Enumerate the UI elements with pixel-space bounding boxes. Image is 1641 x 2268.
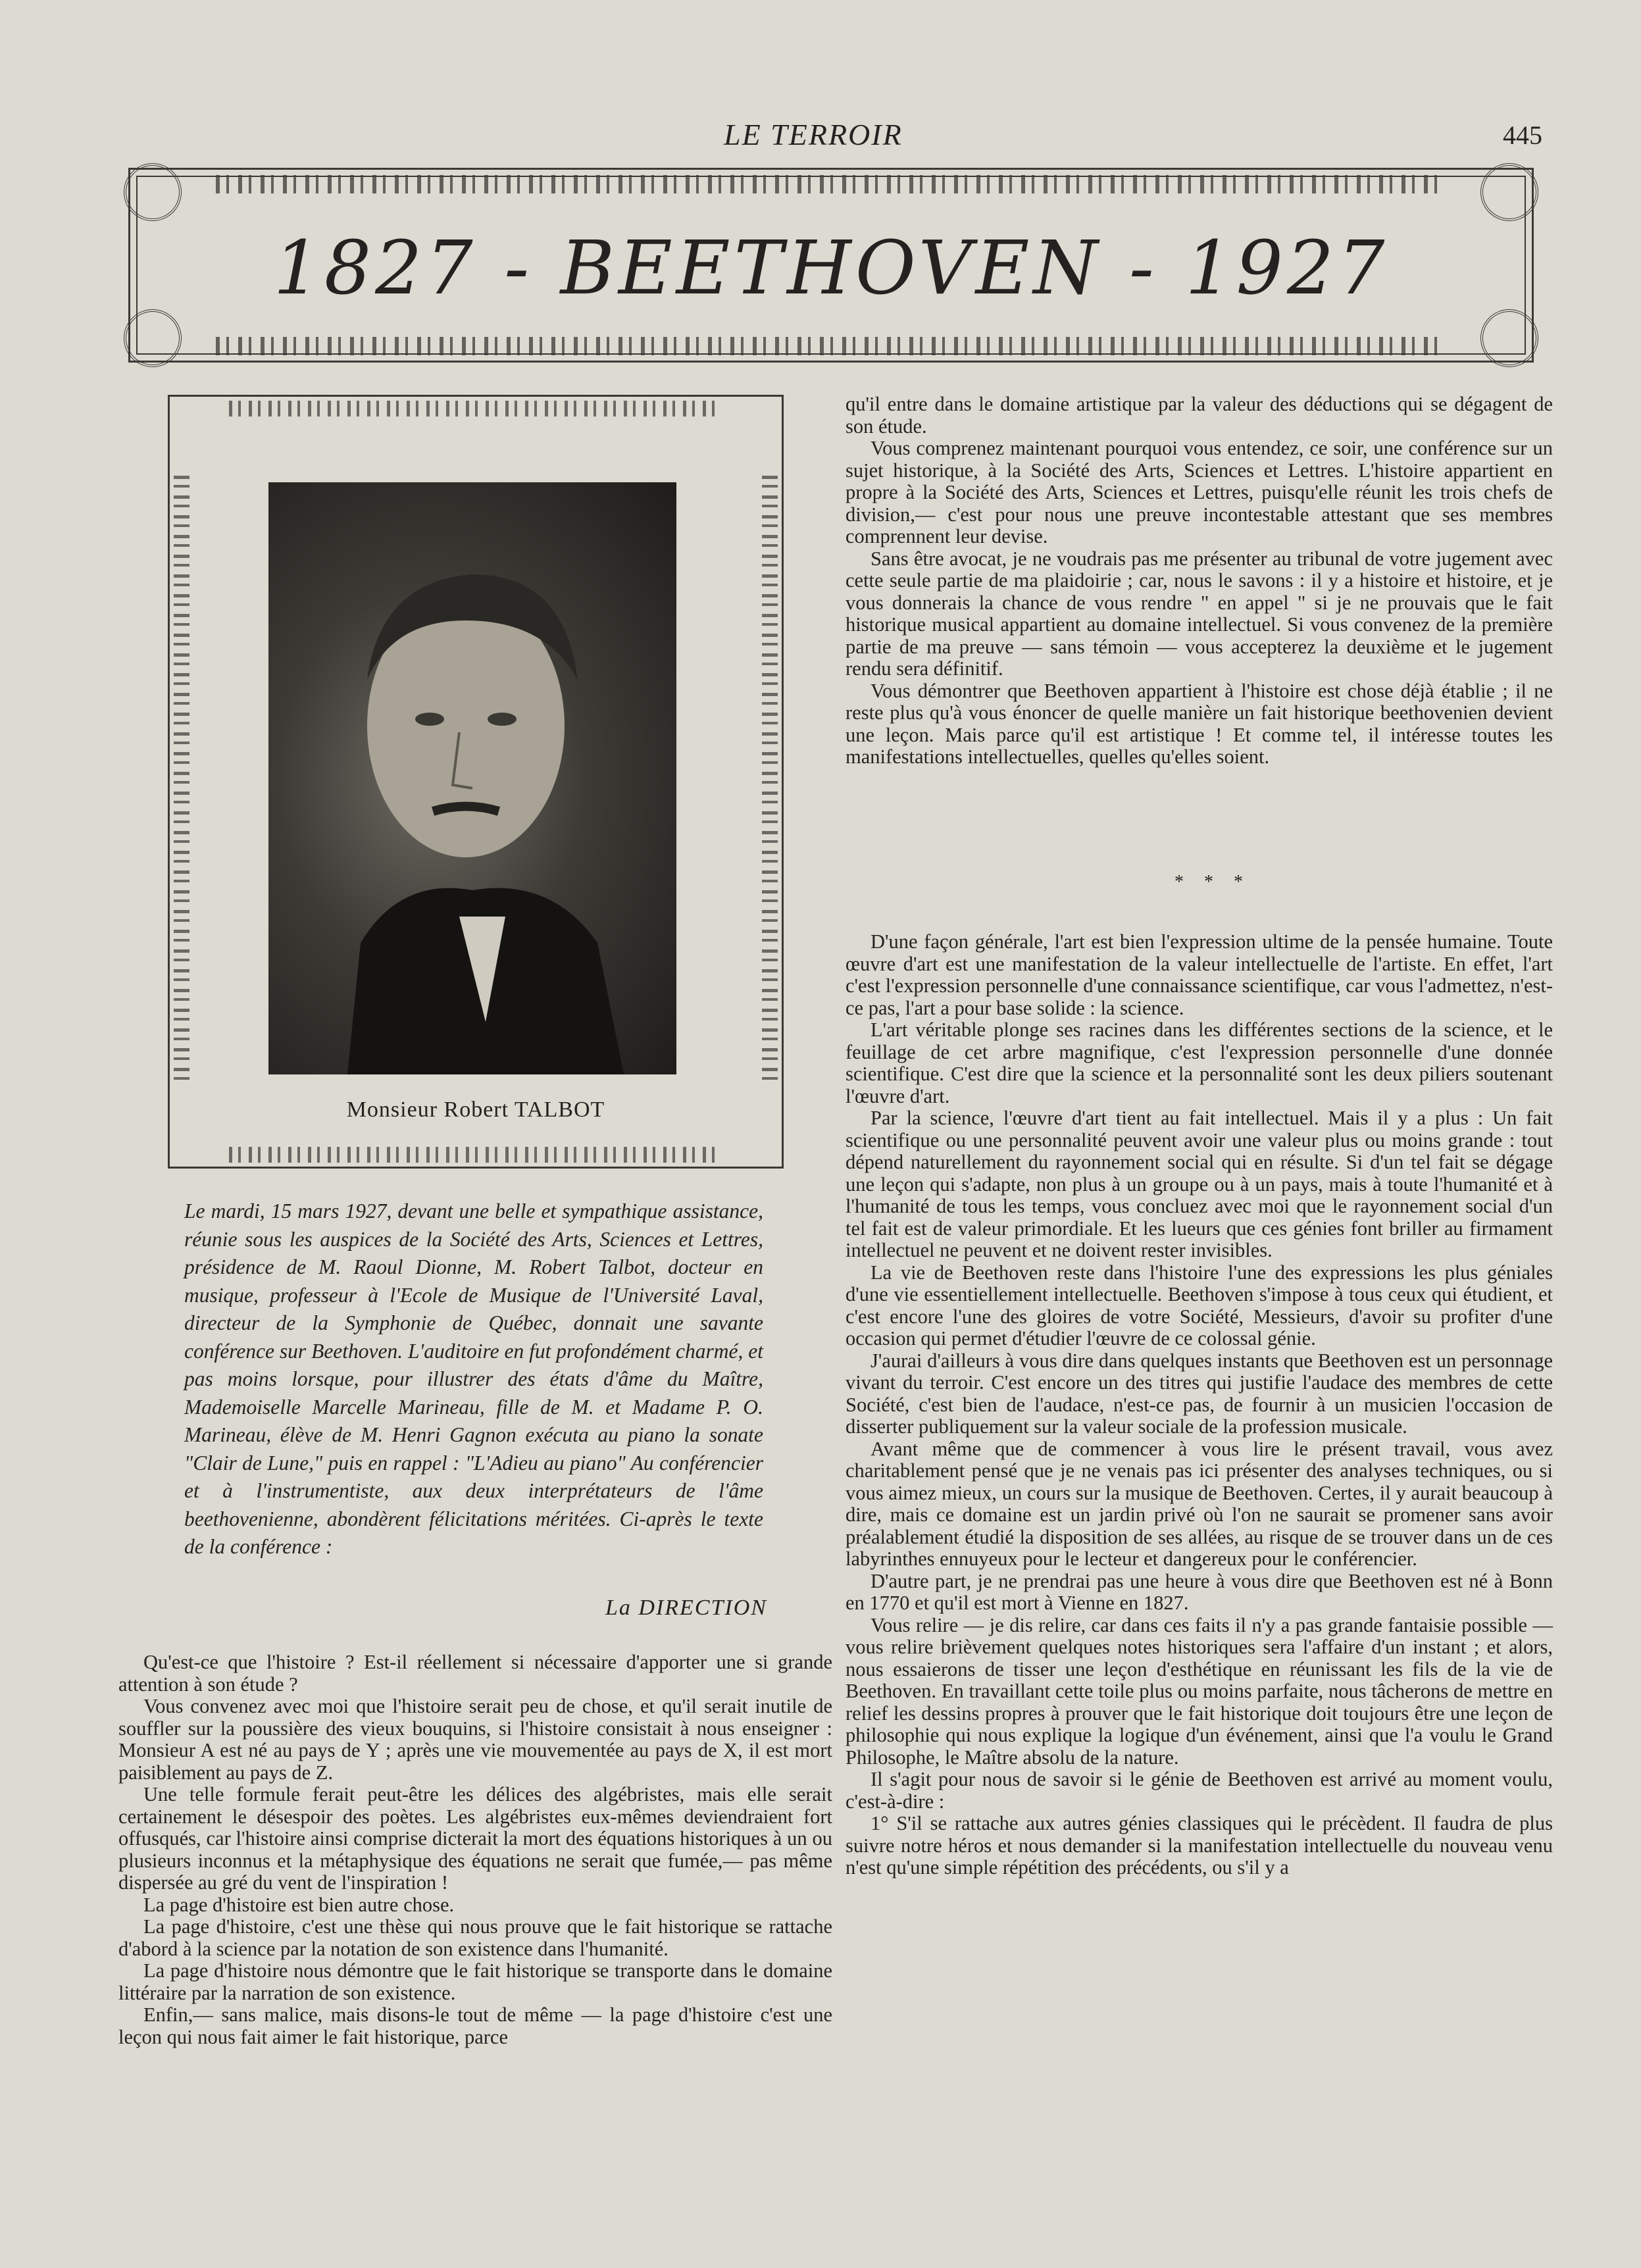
- ornament-top: [216, 175, 1446, 193]
- corner-flourish-icon: [124, 309, 182, 367]
- title-ornamental-frame: [128, 168, 1534, 363]
- paragraph: J'aurai d'ailleurs à vous dire dans quelques instants que Beethoven est un personnage vivant du terroir. C'est encore un des titres qui justifie l'audace des membres de cette Société, c'est bien de l'audace, n'est-ce pas, de fournir à un musicien l'occasion de disserter publiquement sur la valeur sociale de la profession musicale.: [846, 1349, 1553, 1438]
- paragraph: L'art véritable plonge ses racines dans les différentes sections de la science, et le feuillage de cet arbre magnifique, c'est l'expression personnelle d'une donnée scientifique. C'est dire que la science et la personnalité sont les deux piliers soutenant l'œuvre d'art.: [846, 1019, 1553, 1107]
- paragraph: Vous relire — je dis relire, car dans ces faits il n'y a pas grande fantaisie possible — vous relire brièvement quelques notes historiques sera l'affaire d'un instant ; et alors, nous essaierons de tisser une leçon d'esthétique en réunissant les fils de la vie de Beethoven. En travaillant cette toile plus ou moins parfaite, nous tâcherons de mettre en relief les dessins propres à prouver que le fait historique doit toujours être une leçon de philosophie qui nous explique la logique d'un événement, ainsi que l'a voulu le Grand Philosophe, le Maître absolu de la nature.: [846, 1613, 1553, 1769]
- paragraph: La page d'histoire nous démontre que le fait historique se transporte dans le domaine littéraire par la narration de son existence.: [118, 1959, 832, 2004]
- body-column-right-top: [846, 393, 1553, 769]
- page-number: 445: [1503, 120, 1542, 150]
- paragraph: D'une façon générale, l'art est bien l'expression ultime de la pensée humaine. Toute œuvre d'art est une manifestation de la valeur intellectuelle de l'artiste. En effet, l'art c'est l'expression personnelle d'une connaissance scientifique, car vous l'admettez, n'est-ce pas, l'art a pour base solide : la science.: [846, 930, 1553, 1019]
- ornament-bottom: [216, 337, 1446, 355]
- corner-flourish-icon: [1480, 163, 1538, 221]
- paragraph: Par la science, l'œuvre d'art tient au fait intellectuel. Mais il y a plus : Un fait scientifique ou une personnalité peuvent avoir une valeur plus ou moins grande : tout dépend naturellement du rayonnement social qui en résulte. Si d'un tel fait se dégage une leçon qui s'adapte, non plus à un groupe ou à un pays, mais à toute l'humanité et à l'humanité de tous les temps, vous concluez avec moi que le rayonnement social d'un tel fait est de valeur primordiale. Et les lueurs que ces génies font briller au firmament intellectuel ne peuvent et ne doivent rester invisibles.: [846, 1107, 1553, 1261]
- article-title: 1827 - BEETHOVEN - 1927: [273, 226, 1389, 311]
- photo-caption: Monsieur Robert TALBOT: [346, 1097, 605, 1122]
- paragraph: La vie de Beethoven reste dans l'histoire l'une des expressions les plus géniales d'une vie essentiellement intellectuelle. Beethoven s'impose à tous ceux qui étudient, et c'est encore l'une des gloires de votre Société, Messieurs, d'avoir su profiter d'une occasion qui permet d'étudier l'œuvre de ce colossal génie.: [846, 1261, 1553, 1349]
- running-head: LE TERROIR: [724, 118, 903, 151]
- ornament-right: [762, 476, 778, 1088]
- body-column-left: [118, 1651, 832, 2048]
- paragraph: Avant même que de commencer à vous lire le présent travail, vous avez charitablement pensé que je ne venais pas ici présenter des analyses techniques, ou si vous aimez mieux, un cours sur la musique de Beethoven. Certes, il y aurait beaucoup à dire, mais ce domaine est un jardin privé où l'on ne saurait se promener sans avoir préalablement étudié la disposition de ses allées, au risque de se trouver dans un de ces labyrinthes ennuyeux pour le lecteur et dangereux pour le conférencier.: [846, 1437, 1553, 1570]
- portrait-photo: [268, 482, 676, 1074]
- paragraph: Enfin,— sans malice, mais disons-le tout de même — la page d'histoire c'est une leçon qui nous fait aimer le fait historique, parce: [118, 2003, 832, 2048]
- paragraph: Qu'est-ce que l'histoire ? Est-il réellement si nécessaire d'apporter une si grande attention à son étude ?: [118, 1651, 832, 1696]
- section-separator: * * *: [1174, 872, 1251, 892]
- paragraph: Sans être avocat, je ne voudrais pas me présenter au tribunal de votre jugement avec cette seule partie de ma plaidoirie ; car, nous le savons : il y a histoire et histoire, et je vous donnerais la chance de vous rendre " en appel " si je ne prouvais que le fait historique musical appartient au domaine intellectuel. Si vous convenez de la première partie de ma preuve — sans témoin — vous accepterez la deuxième et le jugement rendu sera définitif.: [846, 547, 1553, 680]
- portrait-icon: [268, 482, 676, 1074]
- corner-flourish-icon: [124, 163, 182, 221]
- paragraph: Vous démontrer que Beethoven appartient à l'histoire est chose déjà établie ; il ne reste plus qu'à vous énoncer de quelle manière un fait historique beethovenien devient une leçon. Mais parce qu'il est artistique ! Et comme tel, il intéresse toutes les manifestations intellectuelles, quelles qu'elles soient.: [846, 679, 1553, 768]
- paragraph: La page d'histoire, c'est une thèse qui nous prouve que le fait historique se rattache d'abord à la science par la notation de son existence dans l'humanité.: [118, 1915, 832, 1960]
- body-column-right-bottom: [846, 931, 1553, 1879]
- paragraph: D'autre part, je ne prendrai pas une heure à vous dire que Beethoven est né à Bonn en 1770 et qu'il est mort à Vienne en 1827.: [846, 1569, 1553, 1614]
- photo-ornamental-frame: [168, 395, 784, 1169]
- ornament-left: [174, 476, 189, 1088]
- ornament-top: [229, 401, 722, 416]
- intro-signature: La DIRECTION: [605, 1596, 767, 1620]
- paragraph: La page d'histoire est bien autre chose.: [143, 1893, 455, 1916]
- paragraph: Une telle formule ferait peut-être les délices des algébristes, mais elle serait certainement le désespoir des poètes. Les algébristes eux-mêmes deviendraient fort offusqués, car l'histoire ainsi comprise dicterait la mort des équations historiques à un ou plusieurs inconnus et la métaphysique des équations ne serait que fumée,— pas même dispersée au gré du vent de l'inspiration !: [118, 1783, 832, 1894]
- paragraph: 1° S'il se rattache aux autres génies classiques qui le précèdent. Il faudra de plus suivre notre héros et nous demander si la manifestation intellectuelle du nouveau venu n'est qu'une simple répétition des précédents, ou s'il y a: [846, 1812, 1553, 1878]
- paragraph: Il s'agit pour nous de savoir si le génie de Beethoven est arrivé au moment voulu, c'est-à-dire :: [846, 1768, 1553, 1813]
- intro-paragraph: Le mardi, 15 mars 1927, devant une belle et sympathique assistance, réunie sous les auspices de la Société des Arts, Sciences et Lettres, présidence de M. Raoul Dionne, M. Robert Talbot, docteur en musique, professeur à l'Ecole de Musique de l'Université Laval, directeur de la Symphonie de Québec, donnait une savante conférence sur Beethoven. L'auditoire en fut profondément charmé, et pas moins lorsque, pour illustrer des états d'âme du Maître, Mademoiselle Marcelle Marineau, fille de M. et Madame P. O. Marineau, élève de M. Henri Gagnon exécuta au piano la sonate "Clair de Lune," puis en rappel : "L'Adieu au piano" Au conférencier et à l'instrumentiste, aux deux interprétateurs de l'âme beethovenienne, abondèrent félicitations méritées. Ci-après le texte de la conférence :: [184, 1199, 763, 1558]
- ornament-bottom: [229, 1147, 722, 1163]
- paragraph: Vous comprenez maintenant pourquoi vous entendez, ce soir, une conférence sur un sujet historique, à la Société des Arts, Sciences et Lettres. L'histoire appartient en propre à la Société des Arts, Sciences et Lettres, puisqu'elle réunit les trois chefs de division,— c'est pour nous une preuve incontestable attestant que ses membres comprennent leur devise.: [846, 437, 1553, 547]
- paragraph: Vous convenez avec moi que l'histoire serait peu de chose, et qu'il serait inutile de souffler sur la poussière des vieux bouquins, si l'histoire consistait à nous enseigner : Monsieur A est né au pays de Y ; après une vie mouvementée au pays de X, il est mort paisiblement au pays de Z.: [118, 1695, 832, 1784]
- paragraph: qu'il entre dans le domaine artistique par la valeur des déductions qui se dégagent de son étude.: [846, 393, 1553, 438]
- corner-flourish-icon: [1480, 309, 1538, 367]
